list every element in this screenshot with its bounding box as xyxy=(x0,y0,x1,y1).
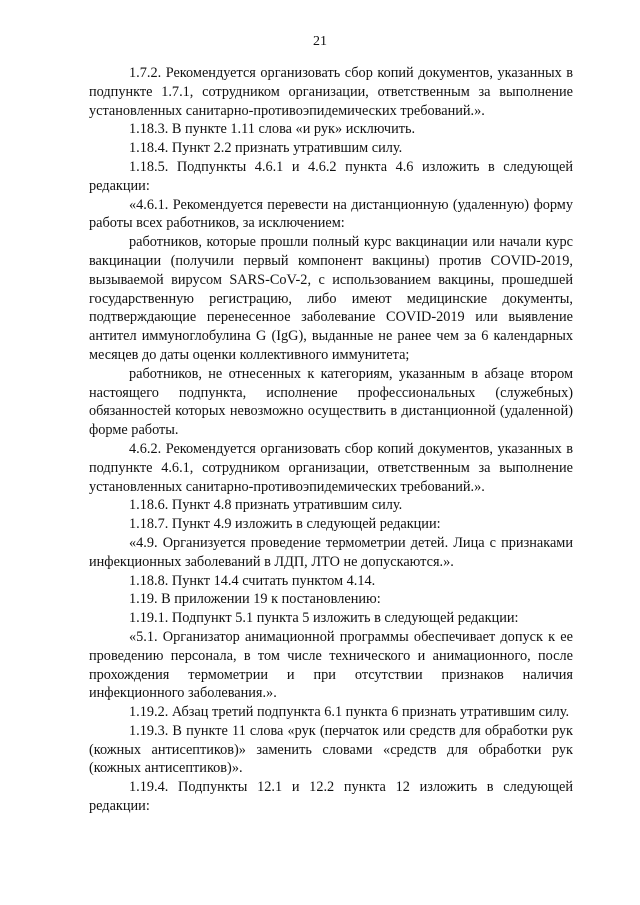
paragraph-1-18-4: 1.18.4. Пункт 2.2 признать утратившим силу. xyxy=(129,140,403,157)
paragraph-other-workers: работников, не отнесенных к категориям, указанным в абзаце втором настоящего подпункта, исполнение профессиональных (служебных) обязанностей которых невозможно осуществить в дистанционной (удаленной) форме работы. xyxy=(89,365,573,439)
paragraph-4-6-1: «4.6.1. Рекомендуется перевести на дистанционную (удаленную) форму работы всех работников, за исключением: xyxy=(89,196,573,232)
paragraph-1-19-3: 1.19.3. В пункте 11 слова «рук (перчаток или средств для обработки рук (кожных антисептиков)» заменить словами «средств для обработки рук (кожных антисептиков)». xyxy=(89,722,573,777)
paragraph-4-6-2: 4.6.2. Рекомендуется организовать сбор копий документов, указанных в подпункте 4.6.1, сотрудником организации, ответственным за выполнение установленных санитарно-противоэпидемических требований.». xyxy=(89,440,573,495)
paragraph-1-19-4: 1.19.4. Подпункты 12.1 и 12.2 пункта 12 изложить в следующей редакции: xyxy=(89,779,573,815)
paragraph-1-18-8: 1.18.8. Пункт 14.4 считать пунктом 4.14. xyxy=(129,572,376,589)
paragraph-1-19-2: 1.19.2. Абзац третий подпункта 6.1 пункта 6 признать утратившим силу. xyxy=(129,704,570,721)
paragraph-vaccinated-workers: работников, которые прошли полный курс вакцинации или начали курс вакцинации (получили первый компонент вакцины) против COVID-2019, вызываемой вирусом SARS-CoV-2, с использованием вакцины, прошедшей государственную регистрацию, либо имеют медицинские документы, подтверждающие перенесенное заболевание COVID-2019 или выявление антител иммуноглобулина G (IgG), выданные не ранее чем за 6 календарных месяцев до даты оценки коллективного иммунитета; xyxy=(89,234,573,363)
paragraph-1-18-6: 1.18.6. Пункт 4.8 признать утратившим силу. xyxy=(129,497,403,514)
paragraph-5-1: «5.1. Организатор анимационной программы обеспечивает допуск к ее проведению персонала, в том числе технического и анимационного, после прохождения термометрии и при отсутствии признаков наличия инфекционного заболевания.». xyxy=(89,628,573,702)
paragraph-1-19: 1.19. В приложении 19 к постановлению: xyxy=(129,591,381,608)
page-number: 21 xyxy=(313,34,327,49)
paragraph-4-9: «4.9. Организуется проведение термометрии детей. Лица с признаками инфекционных заболеваний в ЛДП, ЛТО не допускаются.». xyxy=(89,534,573,570)
paragraph-1-18-3: 1.18.3. В пункте 1.11 слова «и рук» исключить. xyxy=(129,121,416,138)
paragraph-1-18-5: 1.18.5. Подпункты 4.6.1 и 4.6.2 пункта 4.6 изложить в следующей редакции: xyxy=(89,158,573,194)
paragraph-1-18-7: 1.18.7. Пункт 4.9 изложить в следующей редакции: xyxy=(129,516,441,533)
paragraph-1-7-2: 1.7.2. Рекомендуется организовать сбор копий документов, указанных в подпункте 1.7.1, сотрудником организации, ответственным за выполнение установленных санитарно-противоэпидемических требований.». xyxy=(89,65,573,119)
document-body xyxy=(89,64,573,816)
paragraph-1-19-1: 1.19.1. Подпункт 5.1 пункта 5 изложить в следующей редакции: xyxy=(129,610,519,627)
